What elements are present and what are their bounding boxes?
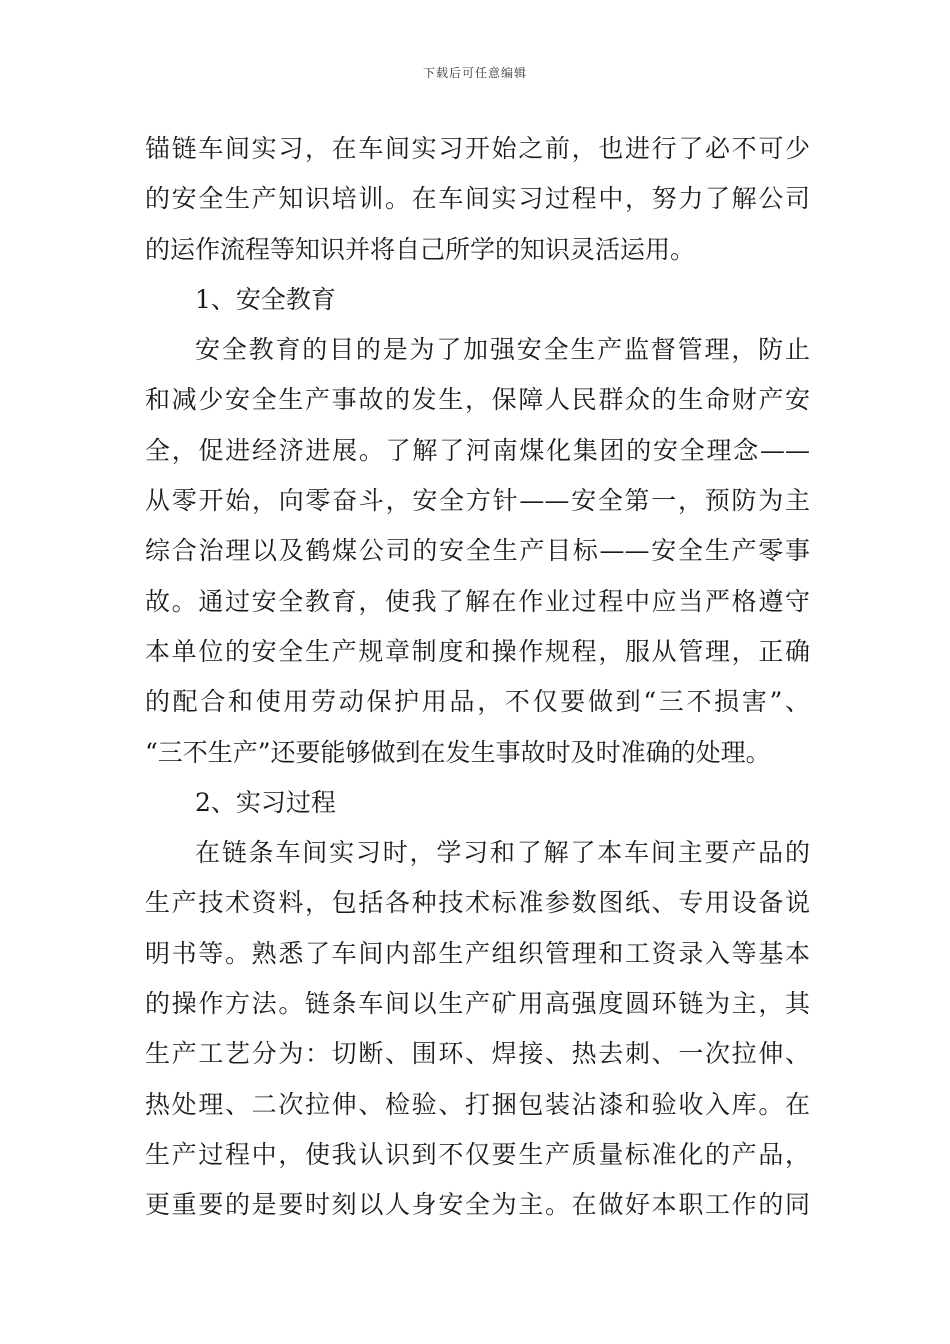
paragraph-line: 和减少安全生产事故的发生，保障人民群众的生命财产安 <box>145 385 810 415</box>
paragraph-line: 的安全生产知识培训。在车间实习过程中，努力了解公司 <box>145 184 810 214</box>
paragraph-line: 的运作流程等知识并将自己所学的知识灵活运用。 <box>145 234 696 264</box>
paragraph-line: 生产过程中，使我认识到不仅要生产质量标准化的产品， <box>145 1139 810 1169</box>
paragraph-line: 故。通过安全教育，使我了解在作业过程中应当严格遵守 <box>145 586 810 616</box>
section-heading: 1、安全教育 <box>195 284 336 314</box>
paragraph-line: 锚链车间实习，在车间实习开始之前，也进行了必不可少 <box>145 134 810 163</box>
paragraph-line: 在链条车间实习时，学习和了解了本车间主要产品的 <box>195 838 810 868</box>
paragraph-line: 综合治理以及鹤煤公司的安全生产目标——安全生产零事 <box>145 536 810 566</box>
paragraph-line: 的操作方法。链条车间以生产矿用高强度圆环链为主，其 <box>145 989 810 1019</box>
paragraph-line: 本单位的安全生产规章制度和操作规程，服从管理，正确 <box>145 636 810 666</box>
paragraph-line: 明书等。熟悉了车间内部生产组织管理和工资录入等基本 <box>145 938 810 968</box>
section-heading: 2、实习过程 <box>195 787 336 817</box>
paragraph-line: 热处理、二次拉伸、检验、打捆包装沾漆和验收入库。在 <box>145 1089 810 1119</box>
paragraph-line: “三不生产”还要能够做到在发生事故时及时准确的处理。 <box>145 737 771 767</box>
paragraph-line: 安全教育的目的是为了加强安全生产监督管理，防止 <box>195 335 810 365</box>
paragraph-line: 的配合和使用劳动保护用品，不仅要做到“三不损害”、 <box>145 687 810 717</box>
paragraph-line: 更重要的是要时刻以人身安全为主。在做好本职工作的同 <box>145 1190 810 1220</box>
paragraph-line: 从零开始，向零奋斗，安全方针——安全第一，预防为主 <box>145 486 810 516</box>
document-body <box>145 124 810 1231</box>
paragraph-line: 全，促进经济进展。了解了河南煤化集团的安全理念—— <box>145 435 810 465</box>
page-header-note: 下载后可任意编辑 <box>422 66 527 80</box>
paragraph-line: 生产工艺分为：切断、围环、焊接、热去刺、一次拉伸、 <box>145 1039 810 1069</box>
paragraph-line: 生产技术资料，包括各种技术标准参数图纸、专用设备说 <box>145 888 810 918</box>
